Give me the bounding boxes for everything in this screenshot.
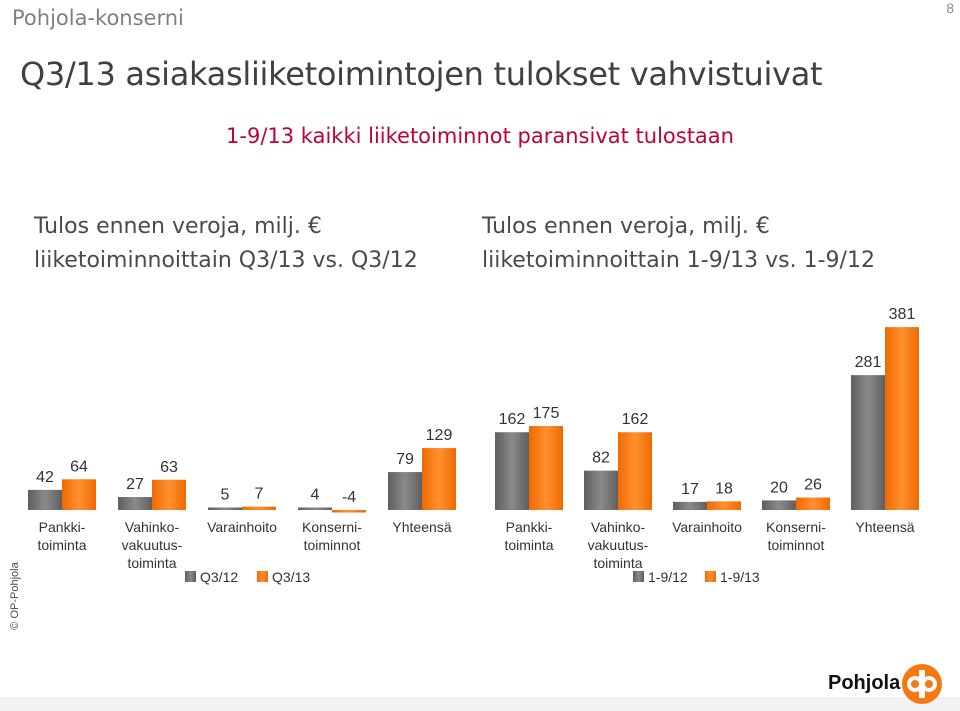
category-label-left-0-1: toiminta bbox=[37, 537, 87, 553]
data-label-right-0-1-9/12: 162 bbox=[498, 411, 526, 429]
legend-swatch-left-Q3/13 bbox=[257, 571, 268, 582]
brand-name: Pohjola-konserni bbox=[12, 6, 184, 30]
bar-left-0-Q3/12 bbox=[28, 490, 62, 510]
category-label-left-1-0: Vahinko- bbox=[124, 519, 180, 535]
data-label-right-0-1-9/13: 175 bbox=[532, 405, 560, 422]
legend-swatch-right-1-9/12 bbox=[633, 571, 644, 582]
legend-swatch-right-1-9/13 bbox=[705, 571, 716, 582]
data-label-right-4-1-9/13: 381 bbox=[888, 306, 916, 324]
page-number: 8 bbox=[946, 0, 954, 16]
bar-left-0-Q3/13 bbox=[62, 479, 96, 510]
category-label-right-0-1: toiminta bbox=[504, 537, 554, 553]
bar-right-2-1-9/13 bbox=[707, 501, 741, 510]
chart-title-left bbox=[34, 210, 418, 278]
chart-title-left-line-1: Tulos ennen veroja, milj. € bbox=[34, 214, 322, 239]
data-label-left-2-Q3/13: 7 bbox=[254, 485, 264, 503]
chart-title-right-line-2: liiketoiminnoittain 1-9/13 vs. 1-9/12 bbox=[482, 248, 875, 273]
bar-right-3-1-9/13 bbox=[796, 498, 830, 510]
data-label-left-3-Q3/12: 4 bbox=[310, 486, 320, 504]
category-label-left-4-0: Yhteensä bbox=[392, 519, 452, 535]
footer-bar bbox=[0, 697, 960, 711]
data-label-right-1-1-9/12: 82 bbox=[592, 449, 610, 467]
category-label-right-1-1: vakuutus- bbox=[587, 537, 649, 553]
data-label-left-4-Q3/13: 129 bbox=[425, 427, 453, 445]
category-label-left-3-0: Konserni- bbox=[302, 519, 362, 535]
category-label-left-3-1: toiminnot bbox=[303, 537, 361, 553]
data-label-left-1-Q3/12: 27 bbox=[126, 476, 144, 494]
chart-title-right bbox=[482, 210, 875, 278]
chart-title-left-line-2: liiketoiminnoittain Q3/13 vs. Q3/12 bbox=[34, 248, 418, 273]
bar-right-3-1-9/12 bbox=[762, 500, 796, 510]
pohjola-logo-icon bbox=[900, 662, 944, 706]
bar-left-3-Q3/13 bbox=[332, 510, 366, 513]
data-label-right-4-1-9/12: 281 bbox=[854, 354, 882, 372]
data-label-right-2-1-9/12: 17 bbox=[681, 480, 699, 498]
category-label-right-1-2: toiminta bbox=[593, 555, 643, 571]
pohjola-logo-text: Pohjola bbox=[828, 672, 901, 694]
data-label-left-4-Q3/12: 79 bbox=[396, 451, 414, 469]
bar-left-2-Q3/12 bbox=[208, 508, 242, 511]
bar-right-4-1-9/12 bbox=[851, 375, 885, 510]
page-subtitle: 1-9/13 kaikki liiketoiminnot paransivat tulostaan bbox=[226, 124, 734, 148]
data-label-right-1-1-9/13: 162 bbox=[621, 411, 649, 429]
bar-left-4-Q3/13 bbox=[422, 448, 456, 510]
data-label-right-2-1-9/13: 18 bbox=[715, 480, 733, 498]
bar-right-0-1-9/12 bbox=[495, 432, 529, 510]
legend-label-left-Q3/12: Q3/12 bbox=[200, 569, 239, 585]
category-label-left-2-0: Varainhoito bbox=[207, 519, 277, 535]
bar-left-4-Q3/12 bbox=[388, 472, 422, 510]
category-label-right-3-0: Konserni- bbox=[766, 519, 826, 535]
chart-title-right-line-1: Tulos ennen veroja, milj. € bbox=[482, 214, 770, 239]
category-label-right-0-0: Pankki- bbox=[505, 519, 553, 535]
category-label-left-1-1: vakuutus- bbox=[121, 537, 183, 553]
data-label-left-3-Q3/13: -4 bbox=[341, 489, 357, 506]
legend-label-left-Q3/13: Q3/13 bbox=[272, 569, 311, 585]
category-label-right-2-0: Varainhoito bbox=[672, 519, 742, 535]
legend-swatch-left-Q3/12 bbox=[185, 571, 196, 582]
category-label-left-0-0: Pankki- bbox=[38, 519, 86, 535]
data-label-left-0-Q3/12: 42 bbox=[36, 468, 54, 486]
copyright-text: © OP-Pohjola bbox=[9, 562, 21, 630]
bar-charts bbox=[0, 290, 960, 610]
data-label-right-3-1-9/12: 20 bbox=[770, 479, 788, 497]
category-label-right-4-0: Yhteensä bbox=[855, 519, 915, 535]
bar-right-0-1-9/13 bbox=[529, 426, 563, 510]
data-label-left-1-Q3/13: 63 bbox=[160, 458, 178, 476]
legend-label-right-1-9/12: 1-9/12 bbox=[648, 569, 688, 585]
page-title: Q3/13 asiakasliiketoimintojen tulokset vahvistuivat bbox=[20, 55, 823, 93]
data-label-right-3-1-9/13: 26 bbox=[804, 476, 822, 494]
category-label-left-1-2: toiminta bbox=[127, 555, 177, 571]
bar-right-4-1-9/13 bbox=[885, 327, 919, 510]
bar-right-2-1-9/12 bbox=[673, 502, 707, 510]
bar-left-1-Q3/13 bbox=[152, 480, 186, 510]
data-label-left-0-Q3/13: 64 bbox=[70, 458, 88, 476]
bar-right-1-1-9/13 bbox=[618, 432, 652, 510]
legend-label-right-1-9/13: 1-9/13 bbox=[720, 569, 760, 585]
bar-left-2-Q3/13 bbox=[242, 507, 276, 510]
category-label-right-1-0: Vahinko- bbox=[590, 519, 646, 535]
bar-left-3-Q3/12 bbox=[298, 508, 332, 511]
bar-right-1-1-9/12 bbox=[584, 471, 618, 510]
bar-left-1-Q3/12 bbox=[118, 497, 152, 510]
category-label-right-3-1: toiminnot bbox=[767, 537, 825, 553]
data-label-left-2-Q3/12: 5 bbox=[220, 486, 230, 504]
